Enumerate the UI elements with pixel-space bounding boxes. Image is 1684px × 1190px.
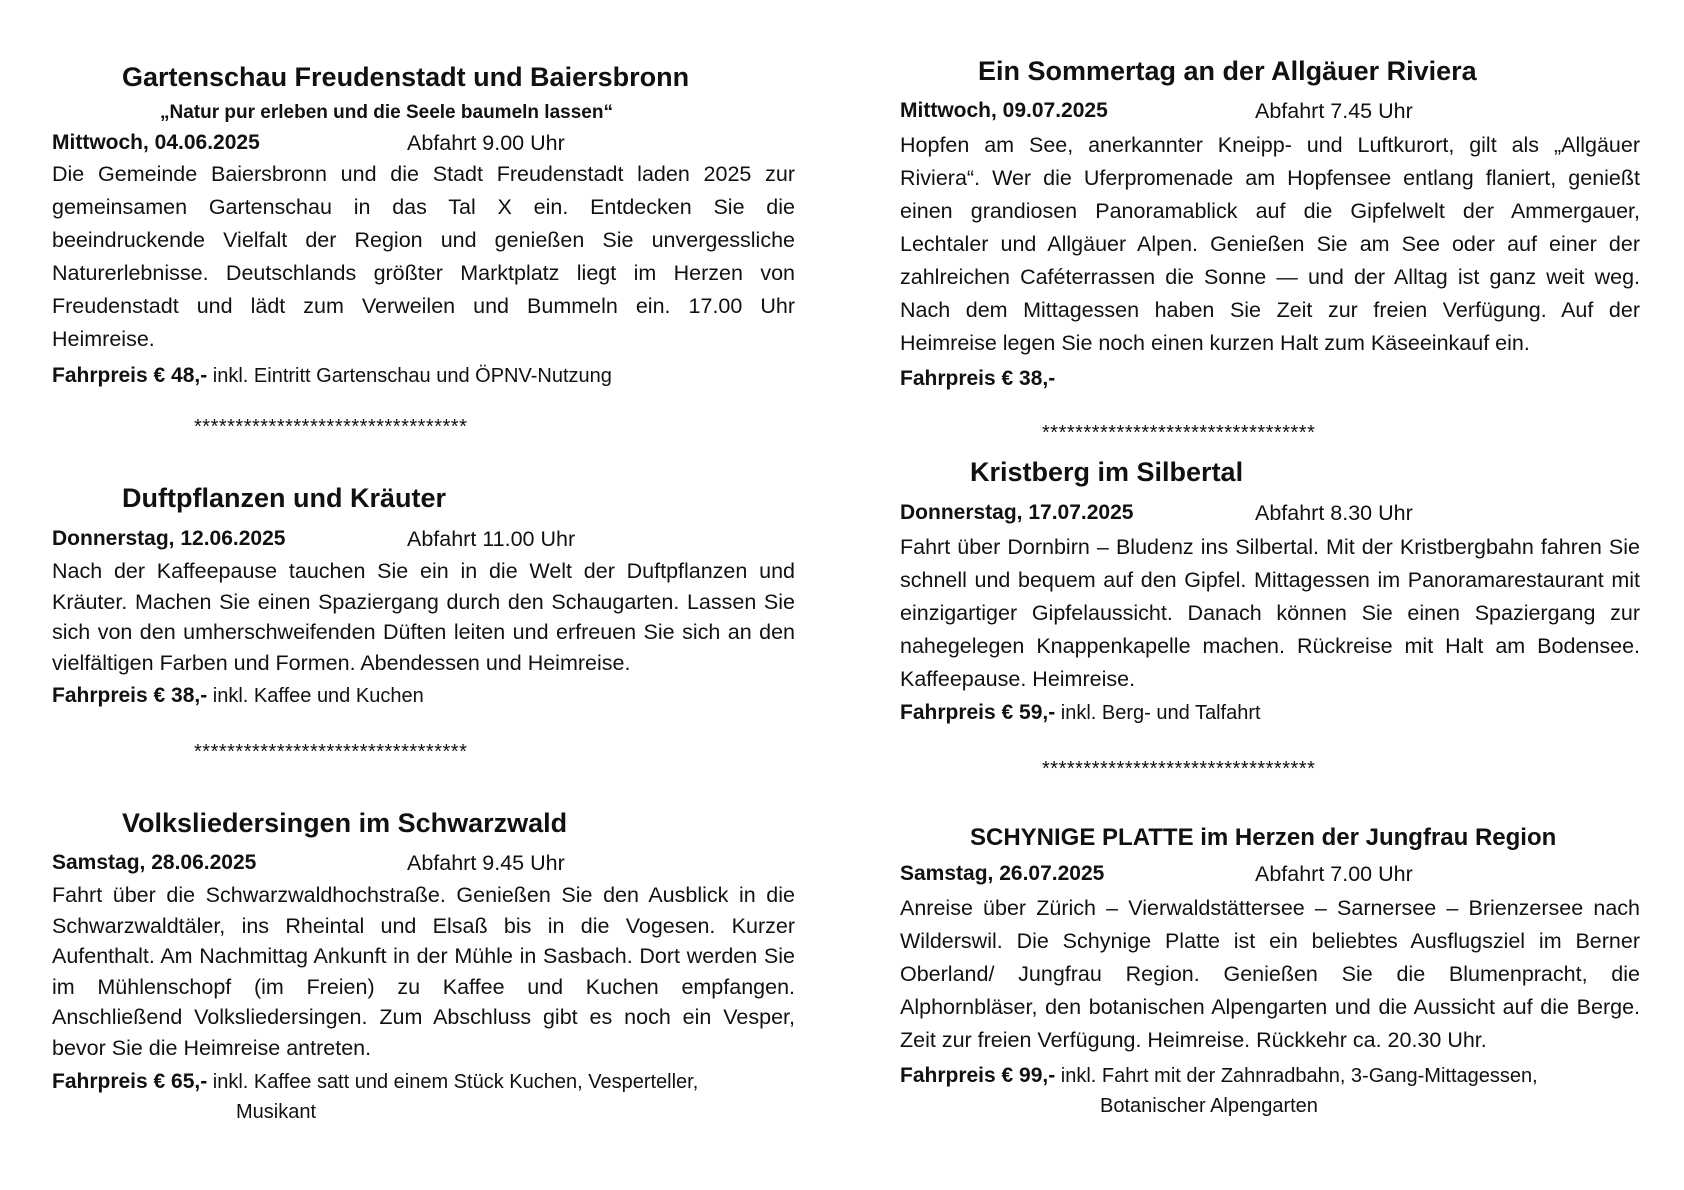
trip-description: Hopfen am See, anerkannter Kneipp- und Luftkurort, gilt als „Allgäuer Riviera“. Wer die Uferpromenade am Hopfensee entlang flaniert, genießt einen grandiosen Panoramablick auf die Gipfelwelt der Ammergauer, Lechtaler und Allgäuer Alpen. Genießen Sie am See oder auf einer der zahlreichen Caféterrassen die Sonne — und der Alltag ist ganz weit weg. Nach dem Mittagessen haben Sie Zeit zur freien Verfügung. Auf der Heimreise legen Sie noch einen kurzen Halt zum Käseeinkauf ein. (900, 133, 1640, 355)
price-label: Fahrpreis € 99,- (900, 1064, 1056, 1087)
trip-departure: Abfahrt 9.45 Uhr (407, 851, 565, 875)
price-label: Fahrpreis € 38,- (52, 684, 208, 707)
separator: ********************************* (1042, 422, 1316, 444)
trip-departure: Abfahrt 9.00 Uhr (407, 131, 565, 155)
price-note: inkl. Berg- und Talfahrt (1060, 702, 1261, 724)
trip-description: Fahrt über Dornbirn – Bludenz ins Silbertal. Mit der Kristbergbahn fahren Sie schnell und bequem auf den Gipfel. Mittagessen im Panoramarestaurant mit einzigartiger Gipfelaussicht. Danach können Sie einen Spaziergang zur nahegelegen Knappenkapelle machen. Rückreise mit Halt am Bodensee. Kaffeepause. Heimreise. (900, 535, 1640, 691)
trip-date: Mittwoch, 04.06.2025 (52, 131, 260, 154)
trip-title: Ein Sommertag an der Allgäuer Riviera (978, 56, 1477, 86)
trip-price (900, 701, 1261, 725)
separator: ********************************* (194, 741, 468, 763)
trip-description: Die Gemeinde Baiersbronn und die Stadt Freudenstadt laden 2025 zur gemeinsamen Gartenschau in das Tal X ein. Entdecken Sie die beeindruckende Vielfalt der Region und genießen Sie unvergessliche Naturerlebnisse. Deutschlands größter Marktplatz liegt im Herzen von Freudenstadt und lädt zum Verweilen und Bummeln ein. 17.00 Uhr Heimreise. (52, 162, 795, 351)
trip-price (52, 364, 612, 388)
trip-title: Duftpflanzen und Kräuter (122, 483, 446, 513)
trip-departure: Abfahrt 11.00 Uhr (407, 527, 576, 551)
trip-price (900, 1064, 1538, 1088)
trip-title: SCHYNIGE PLATTE im Herzen der Jungfrau Region (970, 824, 1557, 851)
price-note-continued: Musikant (236, 1101, 317, 1123)
price-label: Fahrpreis € 65,- (52, 1070, 208, 1093)
separator: ********************************* (194, 416, 468, 438)
trip-description: Fahrt über die Schwarzwaldhochstraße. Genießen Sie den Ausblick in die Schwarzwaldtäler, ins Rheintal und Elsaß bis in die Vogesen. Kurzer Aufenthalt. Am Nachmittag Ankunft in der Mühle in Sasbach. Dort werden Sie im Mühlenschopf (im Freien) zu Kaffee und Kuchen empfangen. Anschließend Volksliedersingen. Zum Abschluss gibt es noch ein Vesper, bevor Sie die Heimreise antreten. (52, 883, 795, 1060)
separator: ********************************* (1042, 758, 1316, 780)
price-note-continued: Botanischer Alpengarten (1100, 1095, 1318, 1117)
trip-date: Donnerstag, 17.07.2025 (900, 501, 1134, 524)
trip-departure: Abfahrt 7.45 Uhr (1255, 99, 1413, 123)
price-label: Fahrpreis € 38,- (900, 367, 1056, 390)
price-note: inkl. Kaffee satt und einem Stück Kuchen, Vesperteller, (212, 1071, 699, 1093)
trip-price (900, 367, 1055, 391)
price-label: Fahrpreis € 59,- (900, 701, 1056, 724)
trip-date: Mittwoch, 09.07.2025 (900, 99, 1108, 122)
price-note: inkl. Fahrt mit der Zahnradbahn, 3-Gang-Mittagessen, (1060, 1065, 1538, 1087)
trip-description: Anreise über Zürich – Vierwaldstättersee – Sarnersee – Brienzersee nach Wilderswil. Die Schynige Platte ist ein beliebtes Ausflugsziel im Berner Oberland/ Jungfrau Region. Genießen Sie die Blumenpracht, die Alphornbläser, den botanischen Alpengarten und die Aussicht auf die Berge. Zeit zur freien Verfügung. Heimreise. Rückkehr ca. 20.30 Uhr. (900, 896, 1640, 1052)
trip-description: Nach der Kaffeepause tauchen Sie ein in die Welt der Duftpflanzen und Kräuter. Machen Sie einen Spaziergang durch den Schaugarten. Lassen Sie sich von den umherschweifenden Düften leiten und erfreuen Sie sich an den vielfältigen Farben und Formen. Abendessen und Heimreise. (52, 559, 795, 675)
price-note: inkl. Eintritt Gartenschau und ÖPNV-Nutzung (212, 365, 612, 387)
trip-title: Volksliedersingen im Schwarzwald (122, 808, 568, 838)
trip-date: Samstag, 26.07.2025 (900, 862, 1105, 885)
trip-price (52, 1070, 698, 1094)
trip-date: Donnerstag, 12.06.2025 (52, 527, 286, 550)
trip-departure: Abfahrt 7.00 Uhr (1255, 862, 1413, 886)
trip-date: Samstag, 28.06.2025 (52, 851, 257, 874)
trip-price (52, 684, 424, 708)
trip-title: Gartenschau Freudenstadt und Baiersbronn (122, 62, 690, 92)
trip-title: Kristberg im Silbertal (970, 457, 1244, 487)
trip-departure: Abfahrt 8.30 Uhr (1255, 501, 1413, 525)
trip-subtitle: „Natur pur erleben und die Seele baumeln lassen“ (160, 102, 613, 123)
price-label: Fahrpreis € 48,- (52, 364, 208, 387)
price-note: inkl. Kaffee und Kuchen (212, 685, 424, 707)
